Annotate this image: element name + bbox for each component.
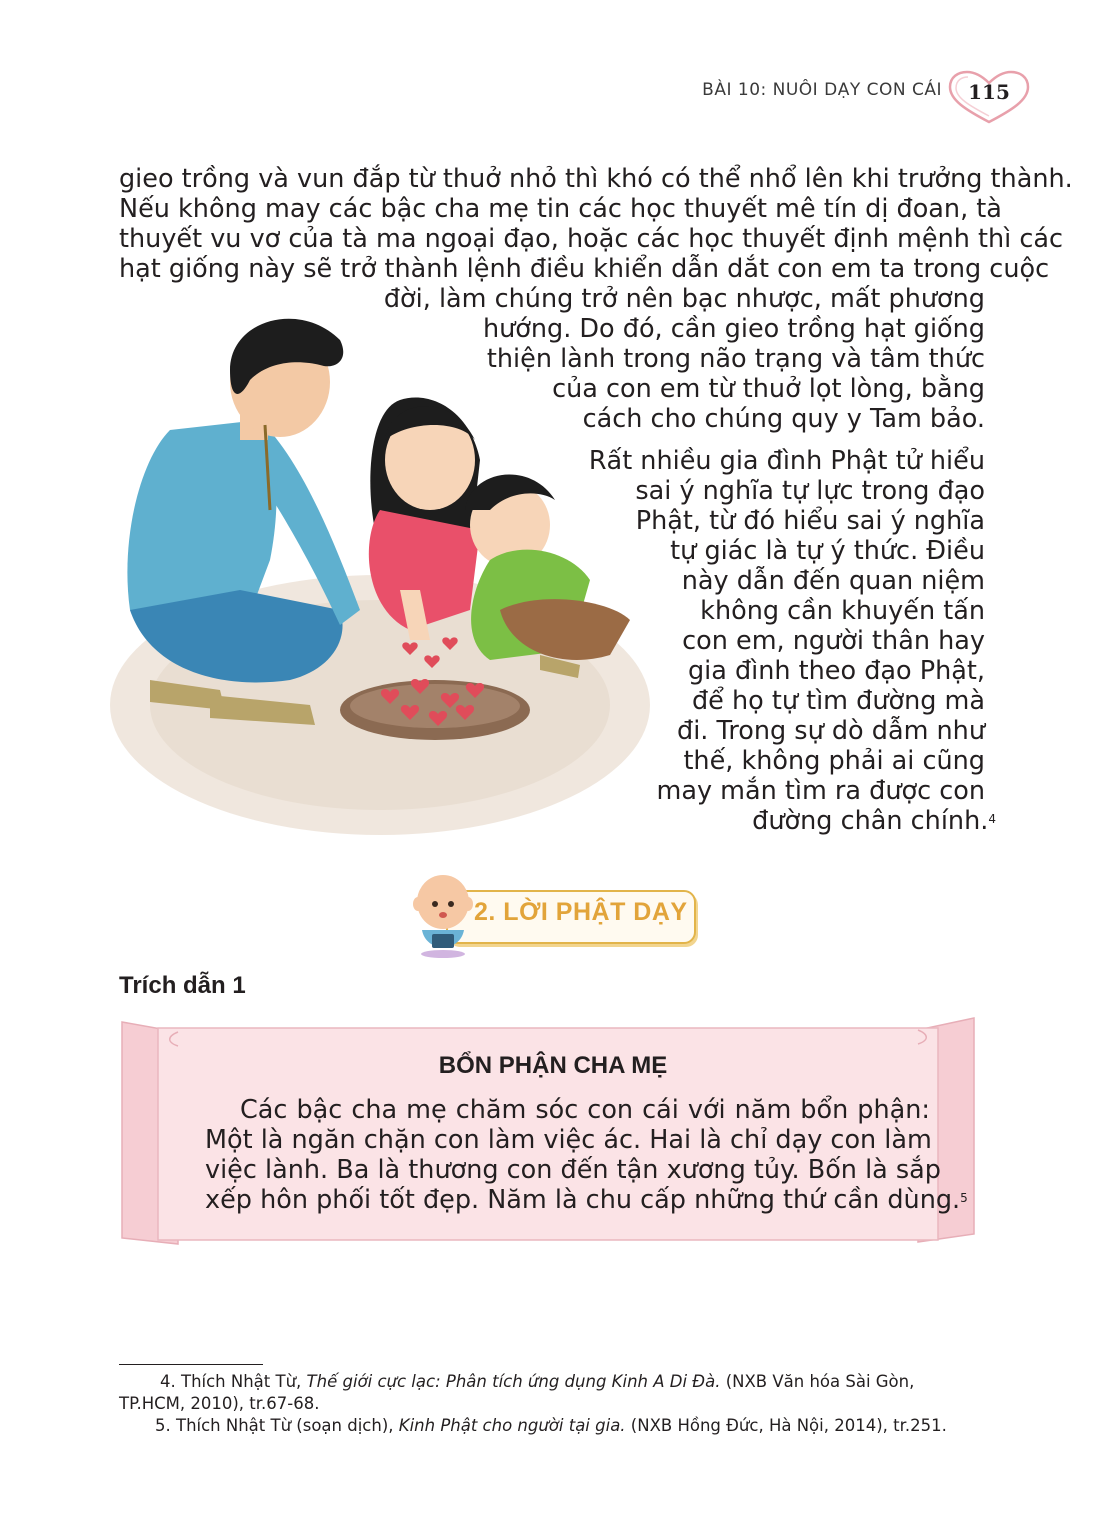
body-line: của con em từ thuở lọt lòng, bằng: [552, 374, 985, 404]
body-line: sai ý nghĩa tự lực trong đạo: [635, 476, 985, 506]
quote-label: Trích dẫn 1: [119, 972, 246, 999]
footnote-5-prefix: 5. Thích Nhật Từ (soạn dịch),: [155, 1416, 399, 1435]
footnote-4-prefix: 4. Thích Nhật Từ,: [160, 1372, 307, 1391]
body-line: Rất nhiều gia đình Phật tử hiểu: [588, 446, 985, 476]
quote-line: Các bậc cha mẹ chăm sóc con cái với năm bổn phận:: [240, 1095, 930, 1125]
body-line: hướng. Do đó, cần gieo trồng hạt giống: [482, 314, 985, 344]
body-line: thiện lành trong não trạng và tâm thức: [486, 344, 985, 374]
quote-line: việc lành. Ba là thương con đến tận xương tủy. Bốn là sắp: [205, 1155, 941, 1185]
body-line: đi. Trong sự dò dẫm như: [677, 716, 985, 746]
little-monk-icon: [408, 868, 478, 958]
body-line: không cần khuyến tấn: [700, 596, 985, 626]
body-line: Nếu không may các bậc cha mẹ tin các học thuyết mê tín dị đoan, tà: [119, 194, 1002, 224]
body-line: con em, người thân hay: [682, 626, 985, 656]
body-line: thế, không phải ai cũng: [683, 746, 985, 776]
page-number: 115: [968, 80, 1010, 104]
footnote-divider: [119, 1364, 263, 1365]
footnote-ref: 4: [988, 812, 996, 826]
body-line: gia đình theo đạo Phật,: [687, 656, 985, 686]
footnote-4-line2: TP.HCM, 2010), tr.67-68.: [119, 1394, 320, 1413]
quote-line-text: xếp hôn phối tốt đẹp. Năm là chu cấp những thứ cần dùng.: [205, 1185, 961, 1215]
footnote-ref: 5: [960, 1191, 968, 1205]
section-title: 2. LỜI PHẬT DẠY: [474, 898, 688, 926]
body-line: này dẫn đến quan niệm: [681, 566, 985, 596]
family-planting-illustration: [110, 310, 670, 850]
quote-line: Một là ngăn chặn con làm việc ác. Hai là chỉ dạy con làm: [205, 1125, 932, 1155]
body-line: cách cho chúng quy y Tam bảo.: [582, 404, 985, 434]
page-header: [680, 72, 1040, 122]
body-line: tự giác là tự ý thức. Điều: [670, 536, 985, 566]
body-line: đời, làm chúng trở nên bạc nhược, mất phương: [383, 284, 985, 314]
section-badge: [408, 868, 708, 958]
footnote-4-rest: (NXB Văn hóa Sài Gòn,: [720, 1372, 915, 1391]
footnote-4-title: Thế giới cực lạc: Phân tích ứng dụng Kinh A Di Đà.: [306, 1372, 721, 1391]
quote-line-last: [205, 1185, 968, 1215]
body-line: thuyết vu vơ của tà ma ngoại đạo, hoặc các học thuyết định mệnh thì các: [119, 224, 1064, 254]
chapter-title: BÀI 10: NUÔI DẠY CON CÁI: [702, 80, 942, 100]
footnote-5: [155, 1415, 947, 1437]
body-line-text: đường chân chính.: [752, 806, 989, 836]
footnote-5-title: Kinh Phật cho người tại gia.: [398, 1416, 626, 1435]
body-line: hạt giống này sẽ trở thành lệnh điều khiển dẫn dắt con em ta trong cuộc: [119, 254, 1050, 284]
body-line: may mắn tìm ra được con: [656, 776, 985, 806]
body-line: Phật, từ đó hiểu sai ý nghĩa: [635, 506, 985, 536]
quote-title: BỔN PHẬN CHA MẸ: [438, 1052, 668, 1079]
body-line: gieo trồng và vun đắp từ thuở nhỏ thì khó có thể nhổ lên khi trưởng thành.: [119, 164, 1073, 194]
footnote-4: [160, 1371, 914, 1393]
body-line: để họ tự tìm đường mà: [691, 686, 985, 716]
body-line-last: [752, 806, 996, 836]
footnote-5-rest: (NXB Hồng Đức, Hà Nội, 2014), tr.251.: [625, 1416, 947, 1435]
